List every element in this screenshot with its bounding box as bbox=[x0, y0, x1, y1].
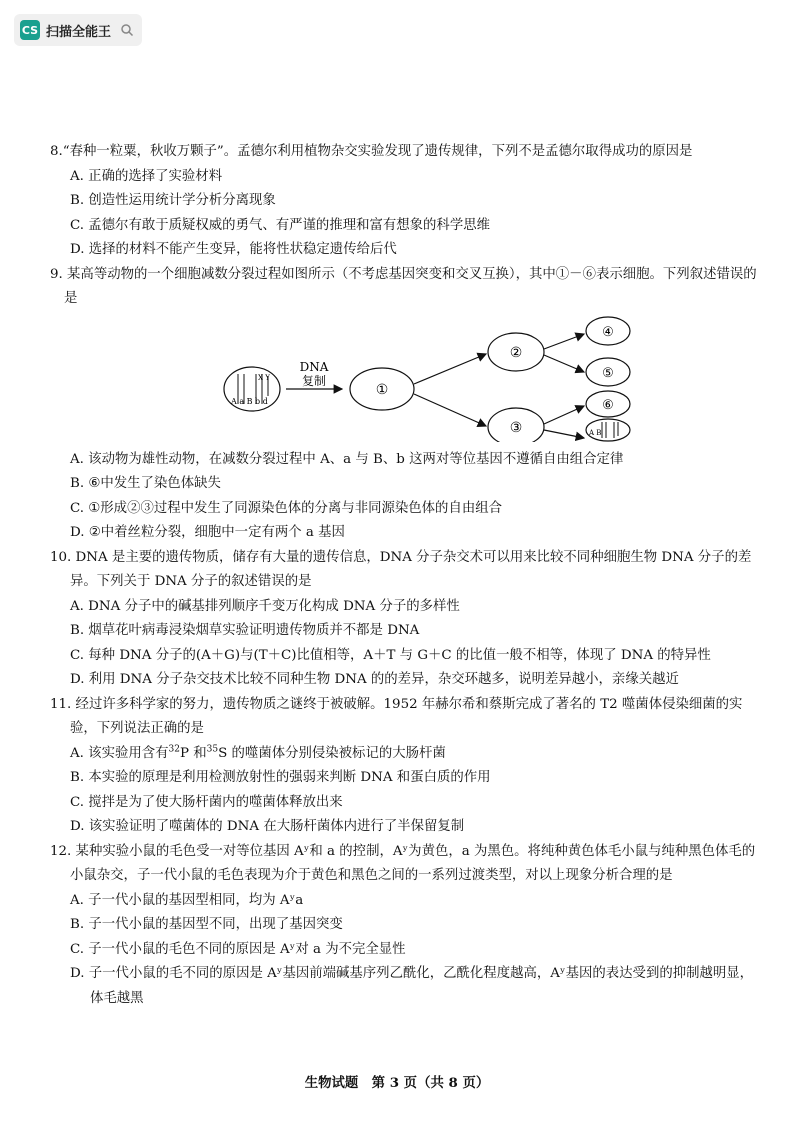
arrow-label-replication: 复制 bbox=[301, 373, 327, 388]
cell-6-label: ⑥ bbox=[602, 397, 614, 413]
question-10-stem: 10. DNA 是主要的遗传物质，储存有大量的遗传信息，DNA 分子杂交术可以用来比较不同种细胞生物 DNA 分子的差异。下列关于 DNA 分子的叙述错误的是 bbox=[50, 549, 752, 589]
question-12-stem: 12. 某种实验小鼠的毛色受一对等位基因 Aʸ和 a 的控制，Aʸ为黄色，a 为黑色。将纯种黄色体毛小鼠与纯种黑色体毛的小鼠杂交，子一代小鼠的毛色表现为介于黄色和黑色之间的一系列过渡类型，对以上现象分析合理的是 bbox=[50, 843, 756, 883]
question-8-option-a: A. 正确的选择了实验材料 bbox=[70, 168, 223, 184]
cell-3-label: ③ bbox=[509, 419, 523, 436]
question-9-stem: 9. 某高等动物的一个细胞减数分裂过程如图所示（不考虑基因突变和交叉互换），其中①－⑥表示细胞。下列叙述错误的是 bbox=[50, 266, 757, 306]
arrow-3-to-daughter bbox=[544, 430, 584, 438]
q11a-mid: P 和 bbox=[179, 745, 207, 761]
scanner-app-badge[interactable] bbox=[14, 14, 142, 46]
q11a-pre: A. 该实验用含有 bbox=[70, 745, 169, 761]
cell-5-label: ⑤ bbox=[602, 365, 614, 381]
camscanner-logo-icon: CS bbox=[20, 20, 40, 40]
question-11-option-d: D. 该实验证明了噬菌体的 DNA 在大肠杆菌体内进行了半保留复制 bbox=[70, 819, 465, 834]
cell-2-label: ② bbox=[509, 344, 523, 361]
question-9-option-c: C. ①形成②③过程中发生了同源染色体的分离与非同源染色体的自由组合 bbox=[70, 500, 503, 516]
meiosis-diagram-svg bbox=[220, 314, 640, 442]
arrow-2-to-4 bbox=[544, 334, 584, 349]
arrow-1-to-2 bbox=[414, 354, 486, 384]
question-9-option-b: B. ⑥中发生了染色体缺失 bbox=[70, 476, 221, 491]
parent-gene-labels: A a B b d bbox=[231, 396, 268, 406]
question-10-option-d: D. 利用 DNA 分子杂交技术比较不同种生物 DNA 的的差异，杂交环越多，说明差异越小，亲缘关越近 bbox=[70, 672, 679, 687]
page-footer: 生物试题 第 3 页（共 8 页） bbox=[304, 1075, 490, 1091]
question-10-option-c: C. 每种 DNA 分子的(A＋G)与(T＋C)比值相等，A＋T 与 G＋C 的比值一般不相等，体现了 DNA 的特异性 bbox=[70, 647, 711, 663]
question-8-option-d: D. 选择的材料不能产生变异，能将性状稳定遗传给后代 bbox=[70, 242, 397, 257]
search-icon[interactable] bbox=[120, 23, 134, 37]
app-name: 扫描全能王 bbox=[46, 24, 112, 40]
question-11-option-c: C. 搅拌是为了使大肠杆菌内的噬菌体释放出来 bbox=[70, 794, 343, 810]
arrow-2-to-5 bbox=[544, 355, 584, 372]
arrow-3-to-6 bbox=[544, 406, 584, 424]
cell-4-label: ④ bbox=[602, 324, 614, 340]
parent-sex-labels: X Y bbox=[258, 373, 270, 382]
question-9-option-d: D. ②中着丝粒分裂，细胞中一定有两个 a 基因 bbox=[70, 525, 345, 540]
question-8-stem: 8.“春种一粒粟，秋收万颗子”。孟德尔利用植物杂交实验发现了遗传规律，下列不是孟德尔取得成功的原因是 bbox=[50, 144, 693, 159]
q11a-isotope-s: 35 bbox=[206, 744, 219, 755]
question-12-option-c: C. 子一代小鼠的毛色不同的原因是 Aʸ对 a 为不完全显性 bbox=[70, 941, 406, 957]
exam-content bbox=[50, 140, 760, 1011]
question-11-stem: 11. 经过许多科学家的努力，遗传物质之谜终于被破解。1952 年赫尔希和蔡斯完成了著名的 T2 噬菌体侵染细菌的实验，下列说法正确的是 bbox=[50, 696, 743, 736]
question-12-option-d: D. 子一代小鼠的毛不同的原因是 Aʸ基因前端碱基序列乙酰化，乙酰化程度越高，Aʸ基因的表达受到的抑制越明显，体毛越黑 bbox=[70, 966, 754, 1006]
question-10-option-b: B. 烟草花叶病毒浸染烟草实验证明遗传物质并不都是 DNA bbox=[70, 623, 420, 638]
question-11-option-a bbox=[50, 742, 760, 767]
daughter-gene-labels: A B bbox=[589, 428, 602, 437]
q11a-isotope-p: 32 bbox=[168, 744, 180, 755]
meiosis-diagram bbox=[50, 314, 760, 442]
question-12-option-b: B. 子一代小鼠的基因型不同，出现了基因突变 bbox=[70, 917, 343, 932]
q11a-post: S 的噬菌体分别侵染被标记的大肠杆菌 bbox=[218, 745, 446, 761]
question-8-option-c: C. 孟德尔有敢于质疑权威的勇气、有严谨的推理和富有想象的科学思维 bbox=[70, 217, 490, 233]
question-9-option-a: A. 该动物为雄性动物，在减数分裂过程中 A、a 与 B、b 这两对等位基因不遵循自由组合定律 bbox=[70, 451, 624, 467]
cell-1-label: ① bbox=[375, 381, 389, 398]
question-8-option-b: B. 创造性运用统计学分析分离现象 bbox=[70, 193, 276, 208]
question-10-option-a: A. DNA 分子中的碱基排列顺序千变万化构成 DNA 分子的多样性 bbox=[70, 598, 460, 614]
daughter-cell bbox=[586, 419, 630, 441]
parent-cell bbox=[224, 367, 280, 411]
arrow-label-dna: DNA bbox=[299, 359, 329, 374]
question-11-option-b: B. 本实验的原理是利用检测放射性的强弱来判断 DNA 和蛋白质的作用 bbox=[70, 770, 491, 785]
question-12-option-a: A. 子一代小鼠的基因型相同，均为 Aʸa bbox=[70, 892, 304, 908]
arrow-1-to-3 bbox=[414, 394, 486, 426]
